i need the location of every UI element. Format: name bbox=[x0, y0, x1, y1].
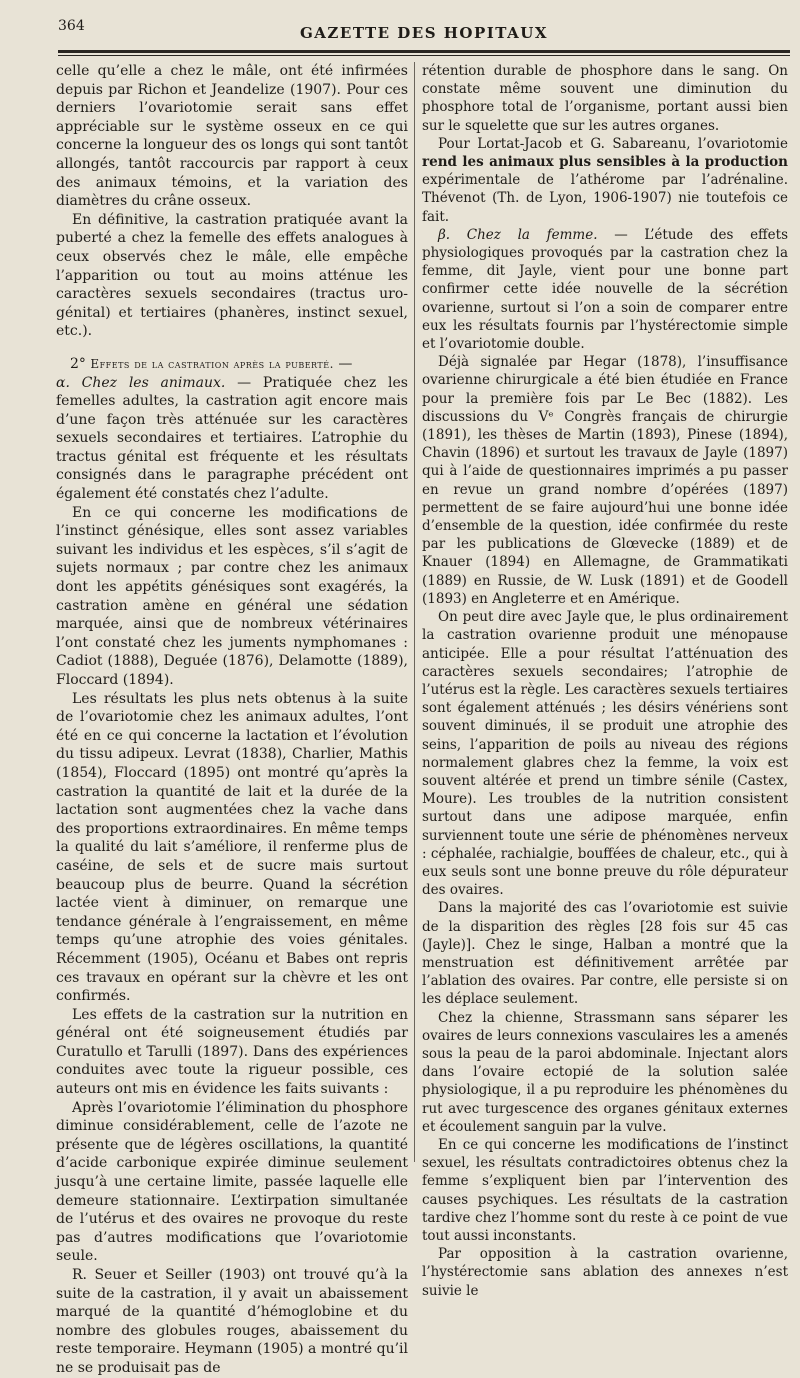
paragraph: On peut dire avec Jayle que, le plus ordinairement la castration ovarienne produit une ménopause anticipée. Elle a pour résultat l’atténuation des caractères sexuels secondaires; l’atrophie de l’utérus est la règle. Les caractères sexuels tertiaires sont également atténués ; les désirs vénériens sont souvent diminués, il se produit une atrophie des seins, l’apparition de poils au niveau des régions normalement glabres chez la femme, la voix est souvent altérée et prend un timbre sénile (Castex, Moure). Les troubles de la nutrition consistent surtout dans une adipose marquée, enfin surviennent toute une série de phénomènes nerveux : céphalée, rachialgie, bouffées de chaleur, etc., qui à eux seuls sont une bonne preuve du rôle dépurateur des ovaires. bbox=[422, 609, 788, 899]
column-separator bbox=[414, 62, 415, 1162]
journal-title: GAZETTE DES HOPITAUX bbox=[299, 24, 548, 42]
paragraph: Déjà signalée par Hegar (1878), l’insuffisance ovarienne chirurgicale a été bien étudiée en France pour la première fois par Le Bec (1882). Les discussions du Vᵉ Congrès français de chirurgie (1891), les thèses de Martin (1893), Pinese (1894), Chavin (1896) et surtout les travaux de Jayle (1897) qui à l’aide de questionnaires imprimés a pu passer en revue un grand nombre d’opérées (1897) permettent de se faire aujourd’hui une bonne idée d’ensemble de la question, idée confirmée du reste par les publications de Glœvecke (1889) et de Knauer (1894) en Allemagne, de Grammatikati (1889) en Russie, de W. Lusk (1891) et de Goodell (1893) en Angleterre et en Amérique. bbox=[422, 354, 788, 607]
page-header bbox=[58, 14, 790, 44]
left-column bbox=[56, 62, 408, 1378]
header-rule-thick bbox=[58, 50, 790, 53]
subsection-label: α. Chez les animaux. bbox=[56, 374, 226, 391]
paragraph: celle qu’elle a chez le mâle, ont été infirmées depuis par Richon et Jeandelize (1907). Pour ces derniers l’ovariotomie serait sans effet appréciable sur le système osseux en ce qui concerne la longueur des os longs qui sont tantôt allongés, tantôt raccourcis par rapport à ceux des animaux témoins, et la variation des diamètres du crâne osseux. bbox=[56, 63, 408, 210]
header-rule-thin bbox=[58, 55, 790, 56]
subsection-label: β. Chez la femme. bbox=[438, 226, 598, 243]
paragraph: Par opposition à la castration ovarienne, l’hystérectomie sans ablation des annexes n’est suivie le bbox=[422, 1246, 788, 1299]
section-title: Effets de la castration après la puberté. bbox=[90, 356, 334, 371]
paragraph: Après l’ovariotomie l’élimination du phosphore diminue considérablement, celle de l’azote ne présente que de légères oscillations, la quantité d’acide carbonique expirée diminue seulement jusqu’à une certaine limite, passée laquelle elle demeure stationnaire. L’extirpation simultanée de l’utérus et des ovaires ne provoque du reste pas d’autres modifications que l’ovariotomie seule. bbox=[56, 1099, 408, 1265]
paragraph: En définitive, la castration pratiquée avant la puberté a chez la femelle des effets analogues à ceux observés chez le mâle, elle empêche l’apparition ou tout au moins atténue les caractères sexuels secondaires (tractus uro-génital) et tertiaires (phanères, instinct sexuel, etc.). bbox=[56, 211, 408, 340]
paragraph: rétention durable de phosphore dans le sang. On constate même souvent une diminution du phosphore total de l’organisme, portant aussi bien sur le squelette que sur les autres organes. bbox=[422, 63, 788, 134]
paragraph: Les résultats les plus nets obtenus à la suite de l’ovariotomie chez les animaux adultes, l’ont été en ce qui concerne la lactation et l’évolution du tissu adipeux. Levrat (1838), Charlier, Mathis (1854), Floccard (1895) ont montré qu’après la castration la quantité de lait et la durée de la lactation sont augmentées chez la vache dans des proportions extraordinaires. En même temps la qualité du lait s’améliore, il renferme plus de caséine, de sels et de sucre mais surtout beaucoup plus de beurre. Quand la sécrétion lactée vient à diminuer, on remarque une tendance générale à l’engraissement, en même temps qu’une atrophie des voies génitales. Récemment (1905), Océanu et Babes ont repris ces travaux en opérant sur la chèvre et les ont confirmés. bbox=[56, 690, 408, 1005]
paragraph: En ce qui concerne les modifications de l’instinct génésique, elles sont assez variables suivant les individus et les espèces, s’il s’agit de sujets normaux ; par contre chez les animaux dont les appétits génésiques sont exagérés, la castration amène en général une sédation marquée, ainsi que de nombreux vétérinaires l’ont constaté chez les juments nymphomanes : Cadiot (1888), Deguée (1876), Delamotte (1889), Floccard (1894). bbox=[56, 504, 408, 688]
paragraph: Les effets de la castration sur la nutrition en général ont été soigneusement étudiés par Curatullo et Tarulli (1897). Dans des expériences conduites avec toute la rigueur possible, ces auteurs ont mis en évidence les faits suivants : bbox=[56, 1006, 408, 1098]
paragraph: Chez la chienne, Strassmann sans séparer les ovaires de leurs connexions vasculaires les a amenés sous la peau de la paroi abdominale. Injectant alors dans l’ovaire ectopié de la solution salée physiologique, il a pu reproduire les phénomènes du rut avec turgescence des organes génitaux externes et écoulement sanguin par la vulve. bbox=[422, 1009, 788, 1135]
section-heading: 2° Effets de la castration après la puberté. — bbox=[70, 355, 353, 372]
page-number: 364 bbox=[58, 18, 85, 34]
paragraph: Pour Lortat-Jacob et G. Sabareanu, l’ovariotomie rend les animaux plus sensibles à la production expérimentale de l’athérome par l’adrénaline. Thévenot (Th. de Lyon, 1906-1907) nie toutefois ce fait. bbox=[422, 135, 788, 225]
paragraph: α. Chez les animaux. — Pratiquée chez les femelles adultes, la castration agit encore mais d’une façon très atténuée sur les caractères sexuels secondaires et tertiaires. L’atrophie du tractus génital est fréquente et les résultats consignés dans le paragraphe précédent ont également été constatés chez l’adulte. bbox=[56, 374, 408, 503]
paragraph: Dans la majorité des cas l’ovariotomie est suivie de la disparition des règles [28 fois sur 45 cas (Jayle)]. Chez le singe, Halban a montré que la menstruation est définitivement arrêtée par l’ablation des ovaires. Par contre, elle persiste si on les déplace seulement. bbox=[422, 900, 788, 1008]
paragraph: β. Chez la femme. — L’étude des effets physiologiques provoqués par la castration chez la femme, dit Jayle, vient pour une bonne part confirmer cette idée nouvelle de la sécrétion ovarienne, surtout si l’on a soin de comparer entre eux les résultats fournis par l’hystérectomie simple et l’ovariotomie double. bbox=[422, 226, 788, 353]
paragraph: En ce qui concerne les modifications de l’instinct sexuel, les résultats contradictoires obtenus chez la femme s’expliquent bien par l’intervention des causes psychiques. Les résultats de la castration tardive chez l’homme sont du reste à ce point de vue tout aussi inconstants. bbox=[422, 1136, 788, 1244]
paragraph: R. Seuer et Seiller (1903) ont trouvé qu’à la suite de la castration, il y avait un abaissement marqué de la quantité d’hémoglobine et du nombre des globules rouges, abaissement du reste temporaire. Heymann (1905) a montré qu’il ne se produisait pas de bbox=[56, 1267, 408, 1376]
section-number: 2° bbox=[70, 355, 86, 372]
right-column bbox=[422, 62, 788, 1300]
